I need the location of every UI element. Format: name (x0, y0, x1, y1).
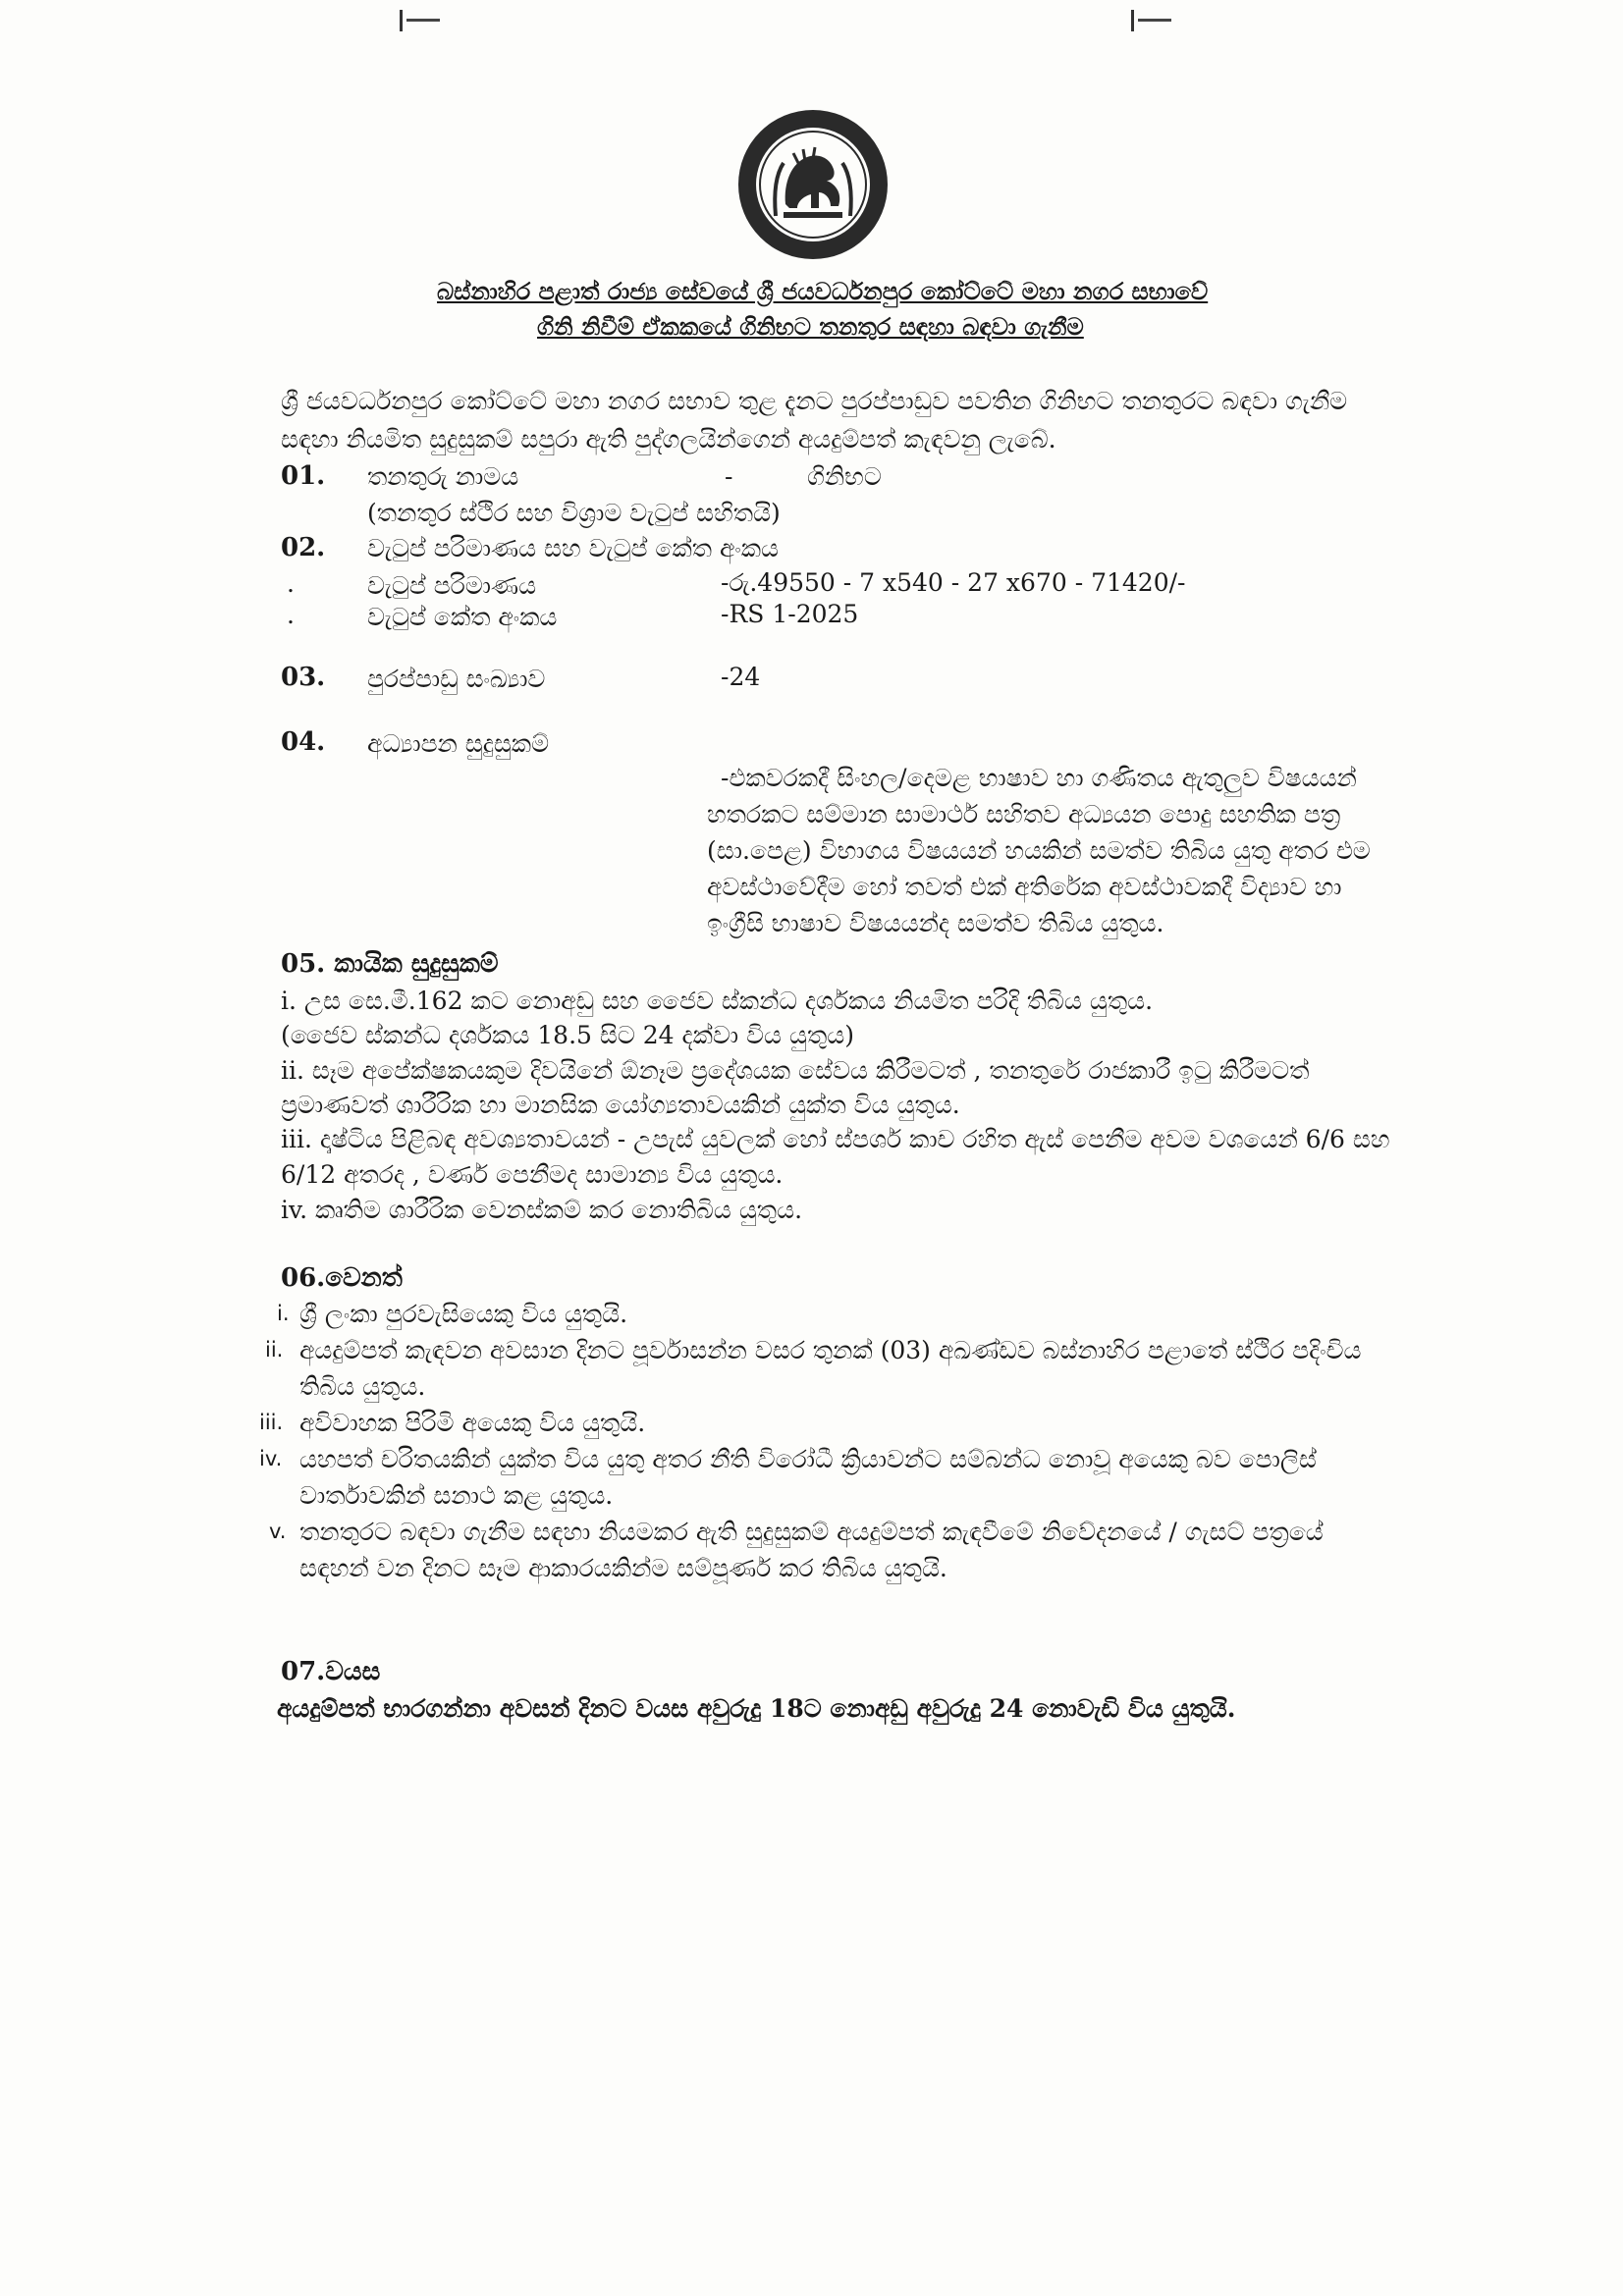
section-01-note: (තනතුර ස්ථිර සහ විශ්‍රාම වැටුප් සහිතයි) (367, 499, 781, 527)
municipal-seal-emblem (734, 106, 892, 263)
section-01-dash: - (725, 462, 733, 491)
section-01-number: 01. (281, 461, 326, 491)
other-item-5-line-1: තනතුරට බඳවා ගැනීම සඳහා නියමකර ඇති සුදුසුකම් අයදුම්පත් කැඳවීමේ නිවේදනයේ / ගැසට් පත්‍රයේ (299, 1518, 1324, 1546)
physical-line-7: iv. කෘතිම ශාරීරික වෙනස්කම් කර නොතිබිය යුතුය. (281, 1196, 803, 1224)
section-03-number: 03. (281, 663, 326, 692)
education-line-1: -එකවරකදී සිංහල/දෙමළ භාෂාව හා ගණිතය ඇතුලුව විෂයයන් (721, 764, 1357, 792)
section-04-number: 04. (281, 727, 326, 757)
physical-line-5: iii. දෘෂ්ටිය පිළිබඳ අවශ්‍යතාවයන් - උපැස් යුවලක් හෝ ස්පර්ශ කාච රහිත ඇස් පෙනීම අවම වශයෙන් 6/6 සහ (281, 1125, 1390, 1153)
salary-scale-bullet: . (287, 569, 295, 598)
section-02-number: 02. (281, 533, 326, 562)
other-item-4-number: iv. (259, 1447, 283, 1470)
other-item-5-number: v. (269, 1520, 287, 1543)
education-line-5: ඉංග්‍රීසි භාෂාව විෂයයන්ද සමත්ව තිබිය යුතුය. (707, 909, 1164, 937)
section-03-label: පුරප්පාඩු සංඛ්‍යාව (367, 665, 546, 693)
section-06-heading: 06.වෙනත් (281, 1263, 403, 1293)
intro-line-2: සඳහා නියමිත සුදුසුකම් සපුරා ඇති පුද්ගලයින්ගෙන් අයදුම්පත් කැඳවනු ලැබේ. (281, 425, 1056, 454)
section-01-label: තනතුරු නාමය (367, 462, 519, 491)
salary-scale-value: -රු.49550 - 7 x540 - 27 x670 - 71420/- (721, 568, 1186, 597)
section-01-value: ගිනිභට (807, 462, 882, 491)
title-line-1: බස්නාහිර පළාත් රාජ්‍ය සේවයේ ශ්‍රී ජයවර්ධනපුර කෝට්ටේ මහා නගර සභාවේ (437, 277, 1209, 305)
physical-line-1: i. උස සෙ.මී.162 කට නොඅඩු සහ ජෛව ස්කන්ධ දර්ශකය නියමිත පරිදි තිබිය යුතුය. (281, 987, 1154, 1015)
salary-code-value: -RS 1-2025 (721, 600, 859, 628)
age-requirement-line: අයදුම්පත් භාරගන්නා අවසන් දිනට වයස අවුරුදු 18ට නොඅඩු අවුරුදු 24 නොවැඩි විය යුතුයි. (277, 1694, 1236, 1723)
section-05-heading: 05. කායික සුදුසුකම් (281, 949, 499, 979)
other-item-2-line-2: තිබිය යුතුය. (299, 1372, 426, 1401)
physical-line-6: 6/12 අතරද , වර්ණ පෙනීමද සාමාන්‍ය විය යුතුය. (281, 1160, 784, 1189)
education-line-2: හතරකට සම්මාන සාමාර්ථ සහිතව අධ්‍යයන පොදු සහතික පත්‍ර (707, 800, 1341, 828)
section-07-heading: 07.වයස (281, 1657, 381, 1686)
salary-code-label: වැටුප් කේත අංකය (367, 603, 558, 631)
education-line-3: (සා.පෙළ) විභාගය විෂයයන් හයකින් සමත්ව තිබිය යුතු අතර එම (707, 836, 1371, 865)
other-item-2-line-1: අයදුම්පත් කැඳවන අවසාන දිනට පූර්වාසන්න වසර තුනක් (03) අඛණ්ඩව බස්නාහිර පළාතේ ස්ථිර පදිංචිය (299, 1336, 1362, 1364)
section-02-label: වැටුප් පරිමාණය සහ වැටුප් කේත අංකය (367, 534, 780, 562)
other-item-1-line-1: ශ්‍රී ලංකා පුරවැසියෙකු විය යුතුයි. (299, 1300, 628, 1328)
other-item-3-line-1: අවිවාහක පිරිමි අයෙකු විය යුතුයි. (299, 1409, 646, 1437)
section-03-value: -24 (721, 663, 761, 691)
physical-line-2: (ජෛව ස්කන්ධ දර්ශකය 18.5 සිට 24 දක්වා විය යුතුය) (281, 1021, 854, 1049)
other-item-3-number: iii. (259, 1411, 284, 1434)
other-item-1-number: i. (277, 1302, 290, 1325)
section-04-label: අධ්‍යාපන සුදුසුකම් (367, 729, 550, 758)
physical-line-4: ප්‍රමාණවත් ශාරීරික හා මානසික යෝග්‍යතාවයකින් යුක්ත විය යුතුය. (281, 1091, 960, 1119)
scan-mark-right (1131, 10, 1173, 31)
salary-code-bullet: . (287, 601, 295, 629)
title-line-2: ගිනි නිවීම් ඒකකයේ ගිනිභට තනතුර සඳහා බඳවා ගැනීම (537, 312, 1084, 341)
other-item-4-line-1: යහපත් චරිතයකින් යුක්ත විය යුතු අතර නීති විරෝධී ක්‍රියාවන්ට සම්බන්ධ නොවූ අයෙකු බව පොලිස් (299, 1445, 1317, 1473)
other-item-5-line-2: සඳහන් වන දිනට සෑම ආකාරයකින්ම සම්පූර්ණ කර තිබිය යුතුයි. (299, 1554, 947, 1582)
education-line-4: අවස්ථාවේදීම හෝ තවත් එක් අතිරේක අවස්ථාවකදී විද්‍යාව හා (707, 873, 1342, 901)
physical-line-3: ii. සෑම අපේක්ෂකයකුම දිවයිනේ ඕනෑම ප්‍රදේශයක සේවය කිරීමටත් , තනතුරේ රාජකාරී ඉටු කිරීමටත් (281, 1056, 1310, 1085)
salary-scale-label: වැටුප් පරිමාණය (367, 571, 537, 600)
scan-mark-left (400, 10, 442, 31)
intro-line-1: ශ්‍රී ජයවර්ධනපුර කෝට්ටේ මහා නගර සභාව තුළ දැනට පුරප්පාඩුව පවතින ගිනිභට තනතුරට බඳවා ගැනීම (281, 387, 1348, 415)
other-item-4-line-2: වාර්තාවකින් සනාථ කළ යුතුය. (299, 1481, 614, 1510)
other-item-2-number: ii. (265, 1338, 284, 1362)
